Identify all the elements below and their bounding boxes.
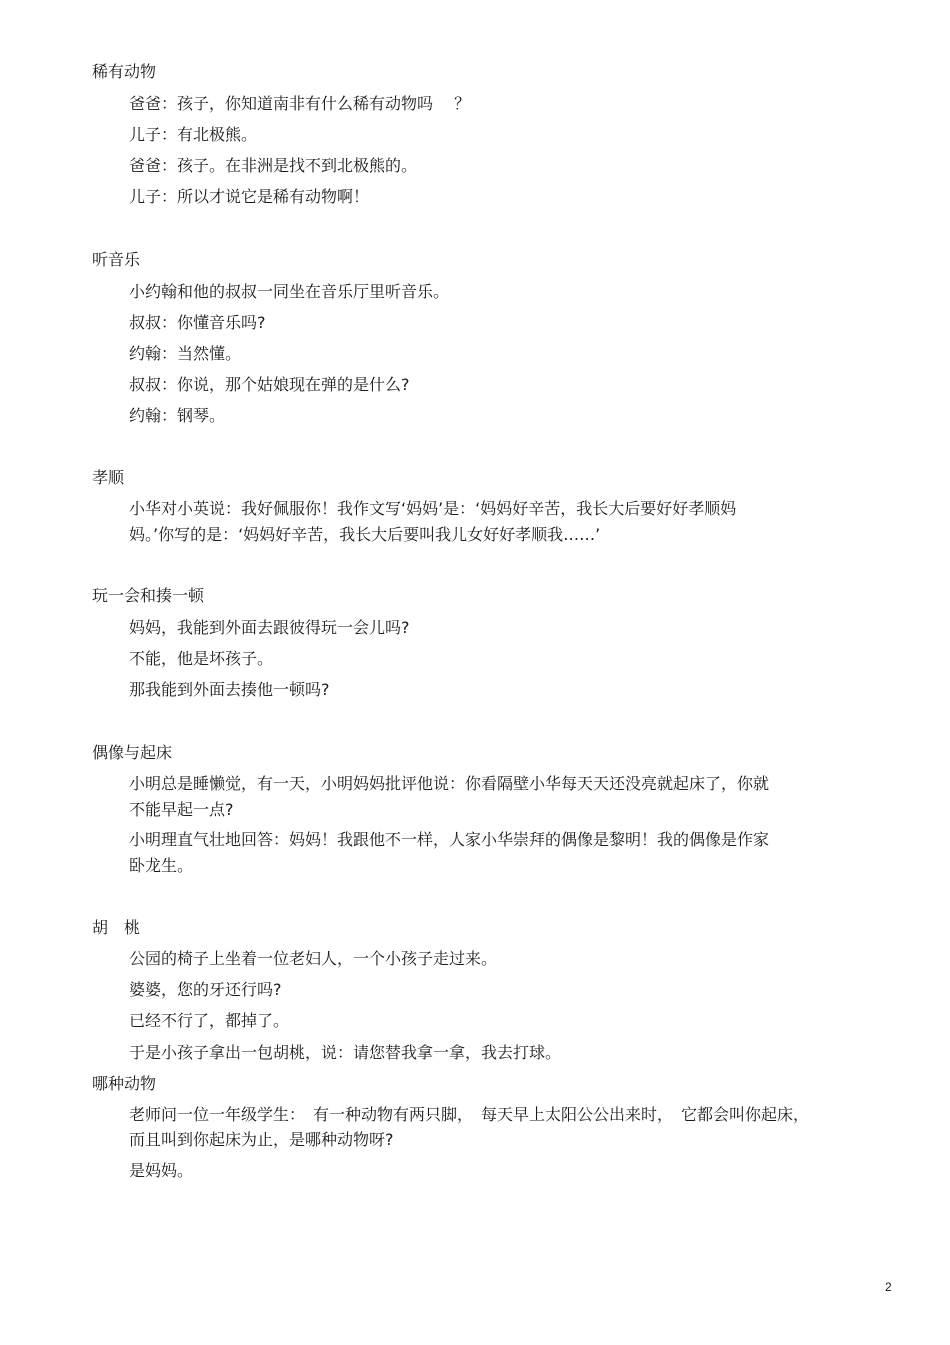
paragraph-line: 是妈妈。 [129, 1161, 194, 1180]
section-title: 听音乐 [92, 250, 141, 269]
paragraph-line: 爸爸：孩子，你知道南非有什么稀有动物吗 ？ [129, 94, 471, 113]
section-title: 偶像与起床 [92, 743, 173, 762]
section-title: 孝顺 [92, 468, 125, 487]
paragraph-line: 那我能到外面去揍他一顿吗? [129, 680, 330, 699]
paragraph-line: 而且叫到你起床为止，是哪种动物呀? [129, 1130, 394, 1149]
paragraph-line: 爸爸：孩子。在非洲是找不到北极熊的。 [129, 156, 418, 175]
paragraph-line: 老师问一位一年级学生： 有一种动物有两只脚， 每天早上太阳公公出来时， 它都会叫你起床， [129, 1105, 810, 1124]
paragraph-line: 卧龙生。 [129, 856, 194, 875]
paragraph-line: 叔叔：你懂音乐吗? [129, 313, 266, 332]
paragraph-line: 小明理直气壮地回答：妈妈！我跟他不一样，人家小华崇拜的偶像是黎明！我的偶像是作家 [129, 830, 770, 849]
paragraph-line: 儿子：所以才说它是稀有动物啊！ [129, 187, 370, 206]
paragraph-line: 不能早起一点? [129, 800, 234, 819]
paragraph-line: 已经不行了，都掉了。 [129, 1011, 290, 1030]
section-title: 哪种动物 [92, 1074, 157, 1093]
paragraph-line: 于是小孩子拿出一包胡桃，说：请您替我拿一拿，我去打球。 [129, 1043, 562, 1062]
paragraph-line: 约翰：当然懂。 [129, 344, 242, 363]
paragraph-line: 小华对小英说：我好佩服你！我作文写‘妈妈’是：‘妈妈好辛苦，我长大后要好好孝顺妈 [129, 499, 737, 518]
page-number: 2 [885, 1280, 892, 1294]
paragraph-line: 公园的椅子上坐着一位老妇人，一个小孩子走过来。 [129, 949, 498, 968]
paragraph-line: 婆婆，您的牙还行吗? [129, 980, 282, 999]
paragraph-line: 叔叔：你说，那个姑娘现在弹的是什么? [129, 375, 410, 394]
paragraph-line: 妈妈，我能到外面去跟彼得玩一会儿吗? [129, 618, 410, 637]
section-title: 玩一会和揍一顿 [92, 586, 205, 605]
paragraph-line: 小明总是睡懒觉，有一天，小明妈妈批评他说：你看隔壁小华每天天还没亮就起床了，你就 [129, 774, 770, 793]
paragraph-line: 妈。’你写的是：‘妈妈好辛苦，我长大后要叫我儿女好好孝顺我……’ [129, 525, 601, 544]
paragraph-line: 约翰：钢琴。 [129, 406, 226, 425]
paragraph-line: 儿子：有北极熊。 [129, 125, 258, 144]
section-title: 胡 桃 [92, 918, 141, 937]
section-title: 稀有动物 [92, 62, 157, 81]
paragraph-line: 小约翰和他的叔叔一同坐在音乐厅里听音乐。 [129, 282, 450, 301]
paragraph-line: 不能，他是坏孩子。 [129, 649, 274, 668]
